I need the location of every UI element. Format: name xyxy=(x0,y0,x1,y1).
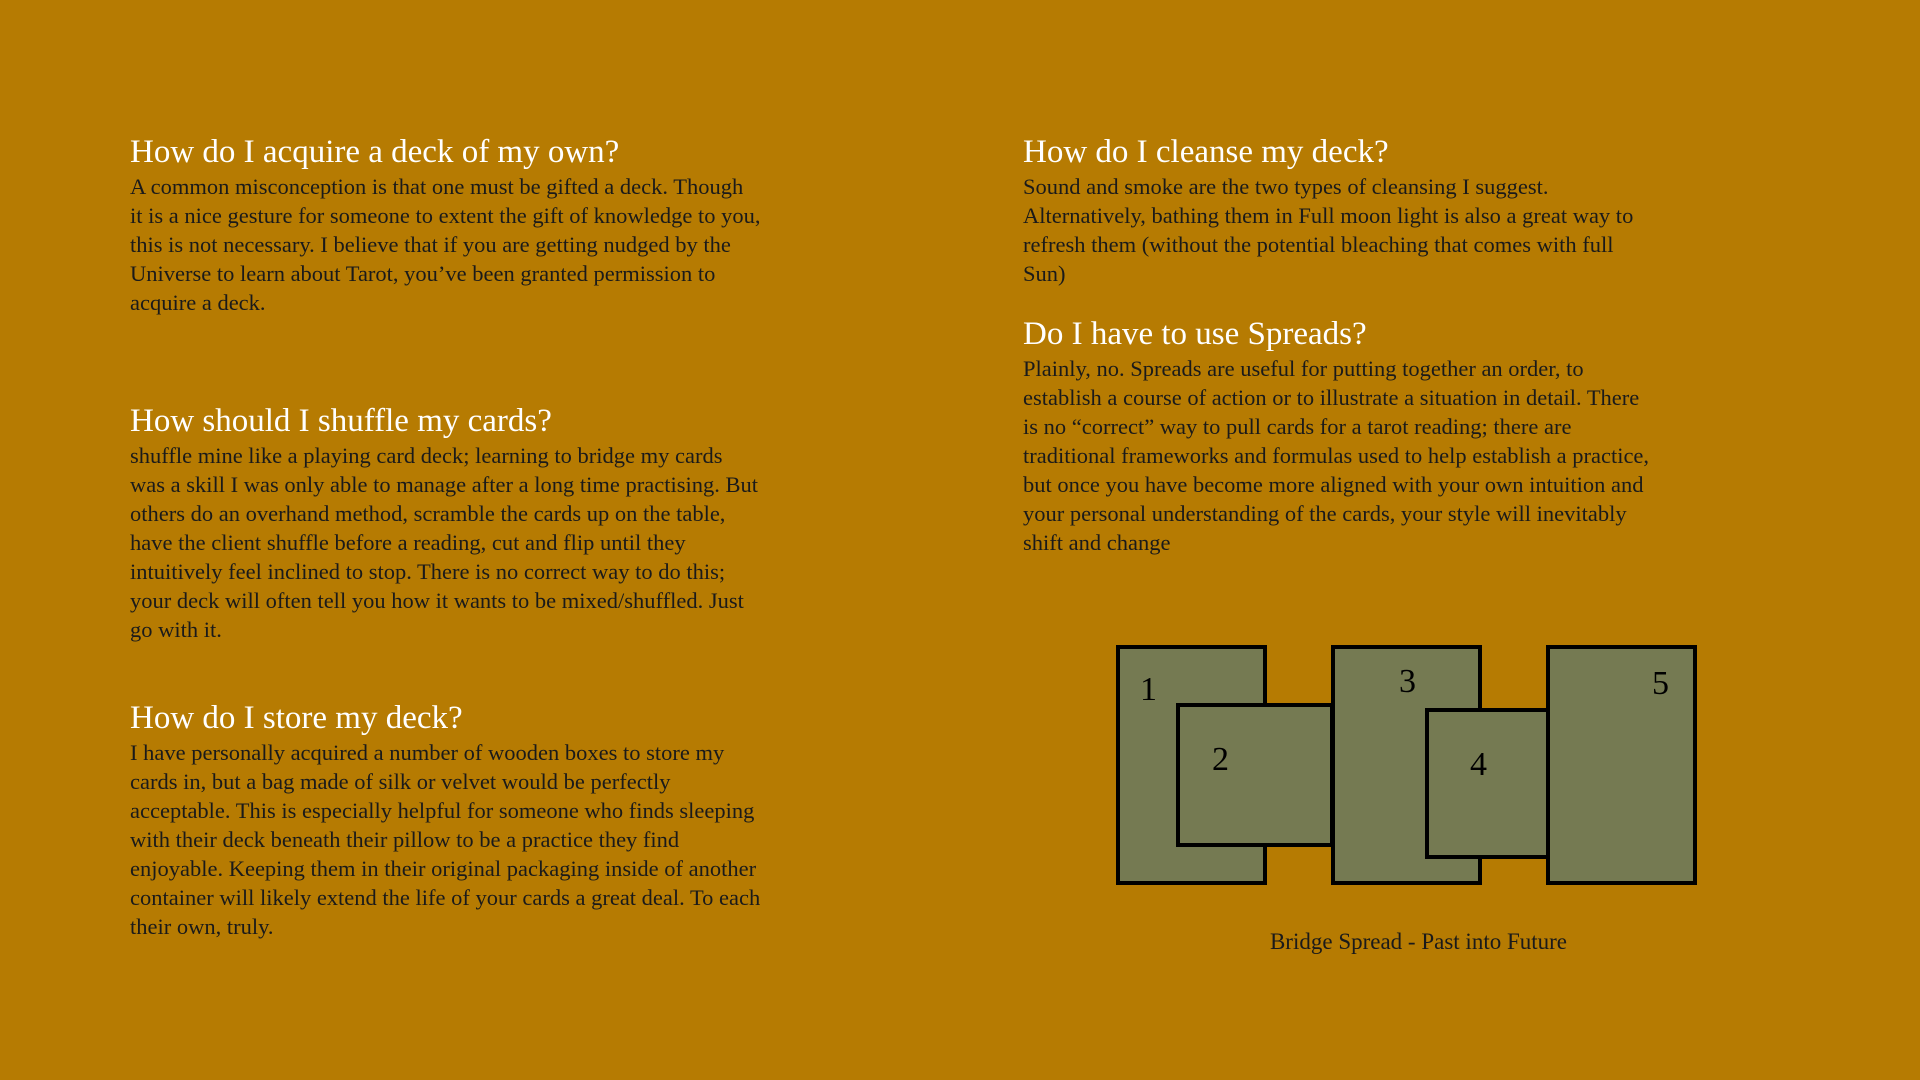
faq-shuffle-cards xyxy=(130,401,900,644)
faq-shuffle-title: How should I shuffle my cards? xyxy=(130,403,552,439)
faq-store-title: How do I store my deck? xyxy=(130,700,463,736)
faq-spreads xyxy=(1023,314,1813,557)
card-number: 4 xyxy=(1470,746,1487,783)
card-number: 1 xyxy=(1140,671,1157,708)
spread-caption: Bridge Spread - Past into Future xyxy=(1269,929,1568,954)
faq-shuffle-body: shuffle mine like a playing card deck; learning to bridge my cards was a skill I was only able to manage after a long time practising. But others do an overhand method, scramble the cards up on the table, have the client shuffle before a reading, cut and flip until they intuitively feel inclined to stop. There is no correct way to do this; your deck will often tell you how it wants to be mixed/shuffled. Just go with it. xyxy=(130,443,758,642)
faq-cleanse-title: How do I cleanse my deck? xyxy=(1023,134,1389,170)
faq-spreads-body: Plainly, no. Spreads are useful for putting together an order, to establish a course of action or to illustrate a situation in detail. There is no “correct” way to pull cards for a tarot reading; there are traditional frameworks and formulas used to help establish a practice, but once you have become more aligned with your own intuition and your personal understanding of the cards, your style will inevitably shift and change xyxy=(1023,356,1650,555)
spread-card-2 xyxy=(1176,703,1334,847)
faq-acquire-body: A common misconception is that one must be gifted a deck. Though it is a nice gesture for someone to extent the gift of knowledge to you, this is not necessary. I believe that if you are getting nudged by the Universe to learn about Tarot, you’ve been granted permission to acquire a deck. xyxy=(130,174,761,315)
faq-acquire-deck xyxy=(130,132,900,317)
faq-store-body: I have personally acquired a number of wooden boxes to store my cards in, but a bag made of silk or velvet would be perfectly acceptable. This is especially helpful for someone who finds sleeping with their deck beneath their pillow to be a practice they find enjoyable. Keeping them in their original packaging inside of another container will likely extend the life of your cards a great deal. To each their own, truly. xyxy=(130,740,761,939)
faq-acquire-title: How do I acquire a deck of my own? xyxy=(130,134,620,170)
card-number: 2 xyxy=(1212,741,1229,778)
card-number: 5 xyxy=(1652,665,1669,702)
faq-spreads-title: Do I have to use Spreads? xyxy=(1023,316,1367,352)
spread-card-4 xyxy=(1425,708,1550,859)
card-number: 3 xyxy=(1399,663,1416,700)
faq-cleanse-body: Sound and smoke are the two types of cleansing I suggest. Alternatively, bathing them in Full moon light is also a great way to refresh them (without the potential bleaching that comes with full Sun) xyxy=(1023,174,1634,286)
spread-card-5 xyxy=(1546,645,1697,885)
faq-cleanse-deck xyxy=(1023,132,1813,288)
faq-store-deck xyxy=(130,698,900,941)
